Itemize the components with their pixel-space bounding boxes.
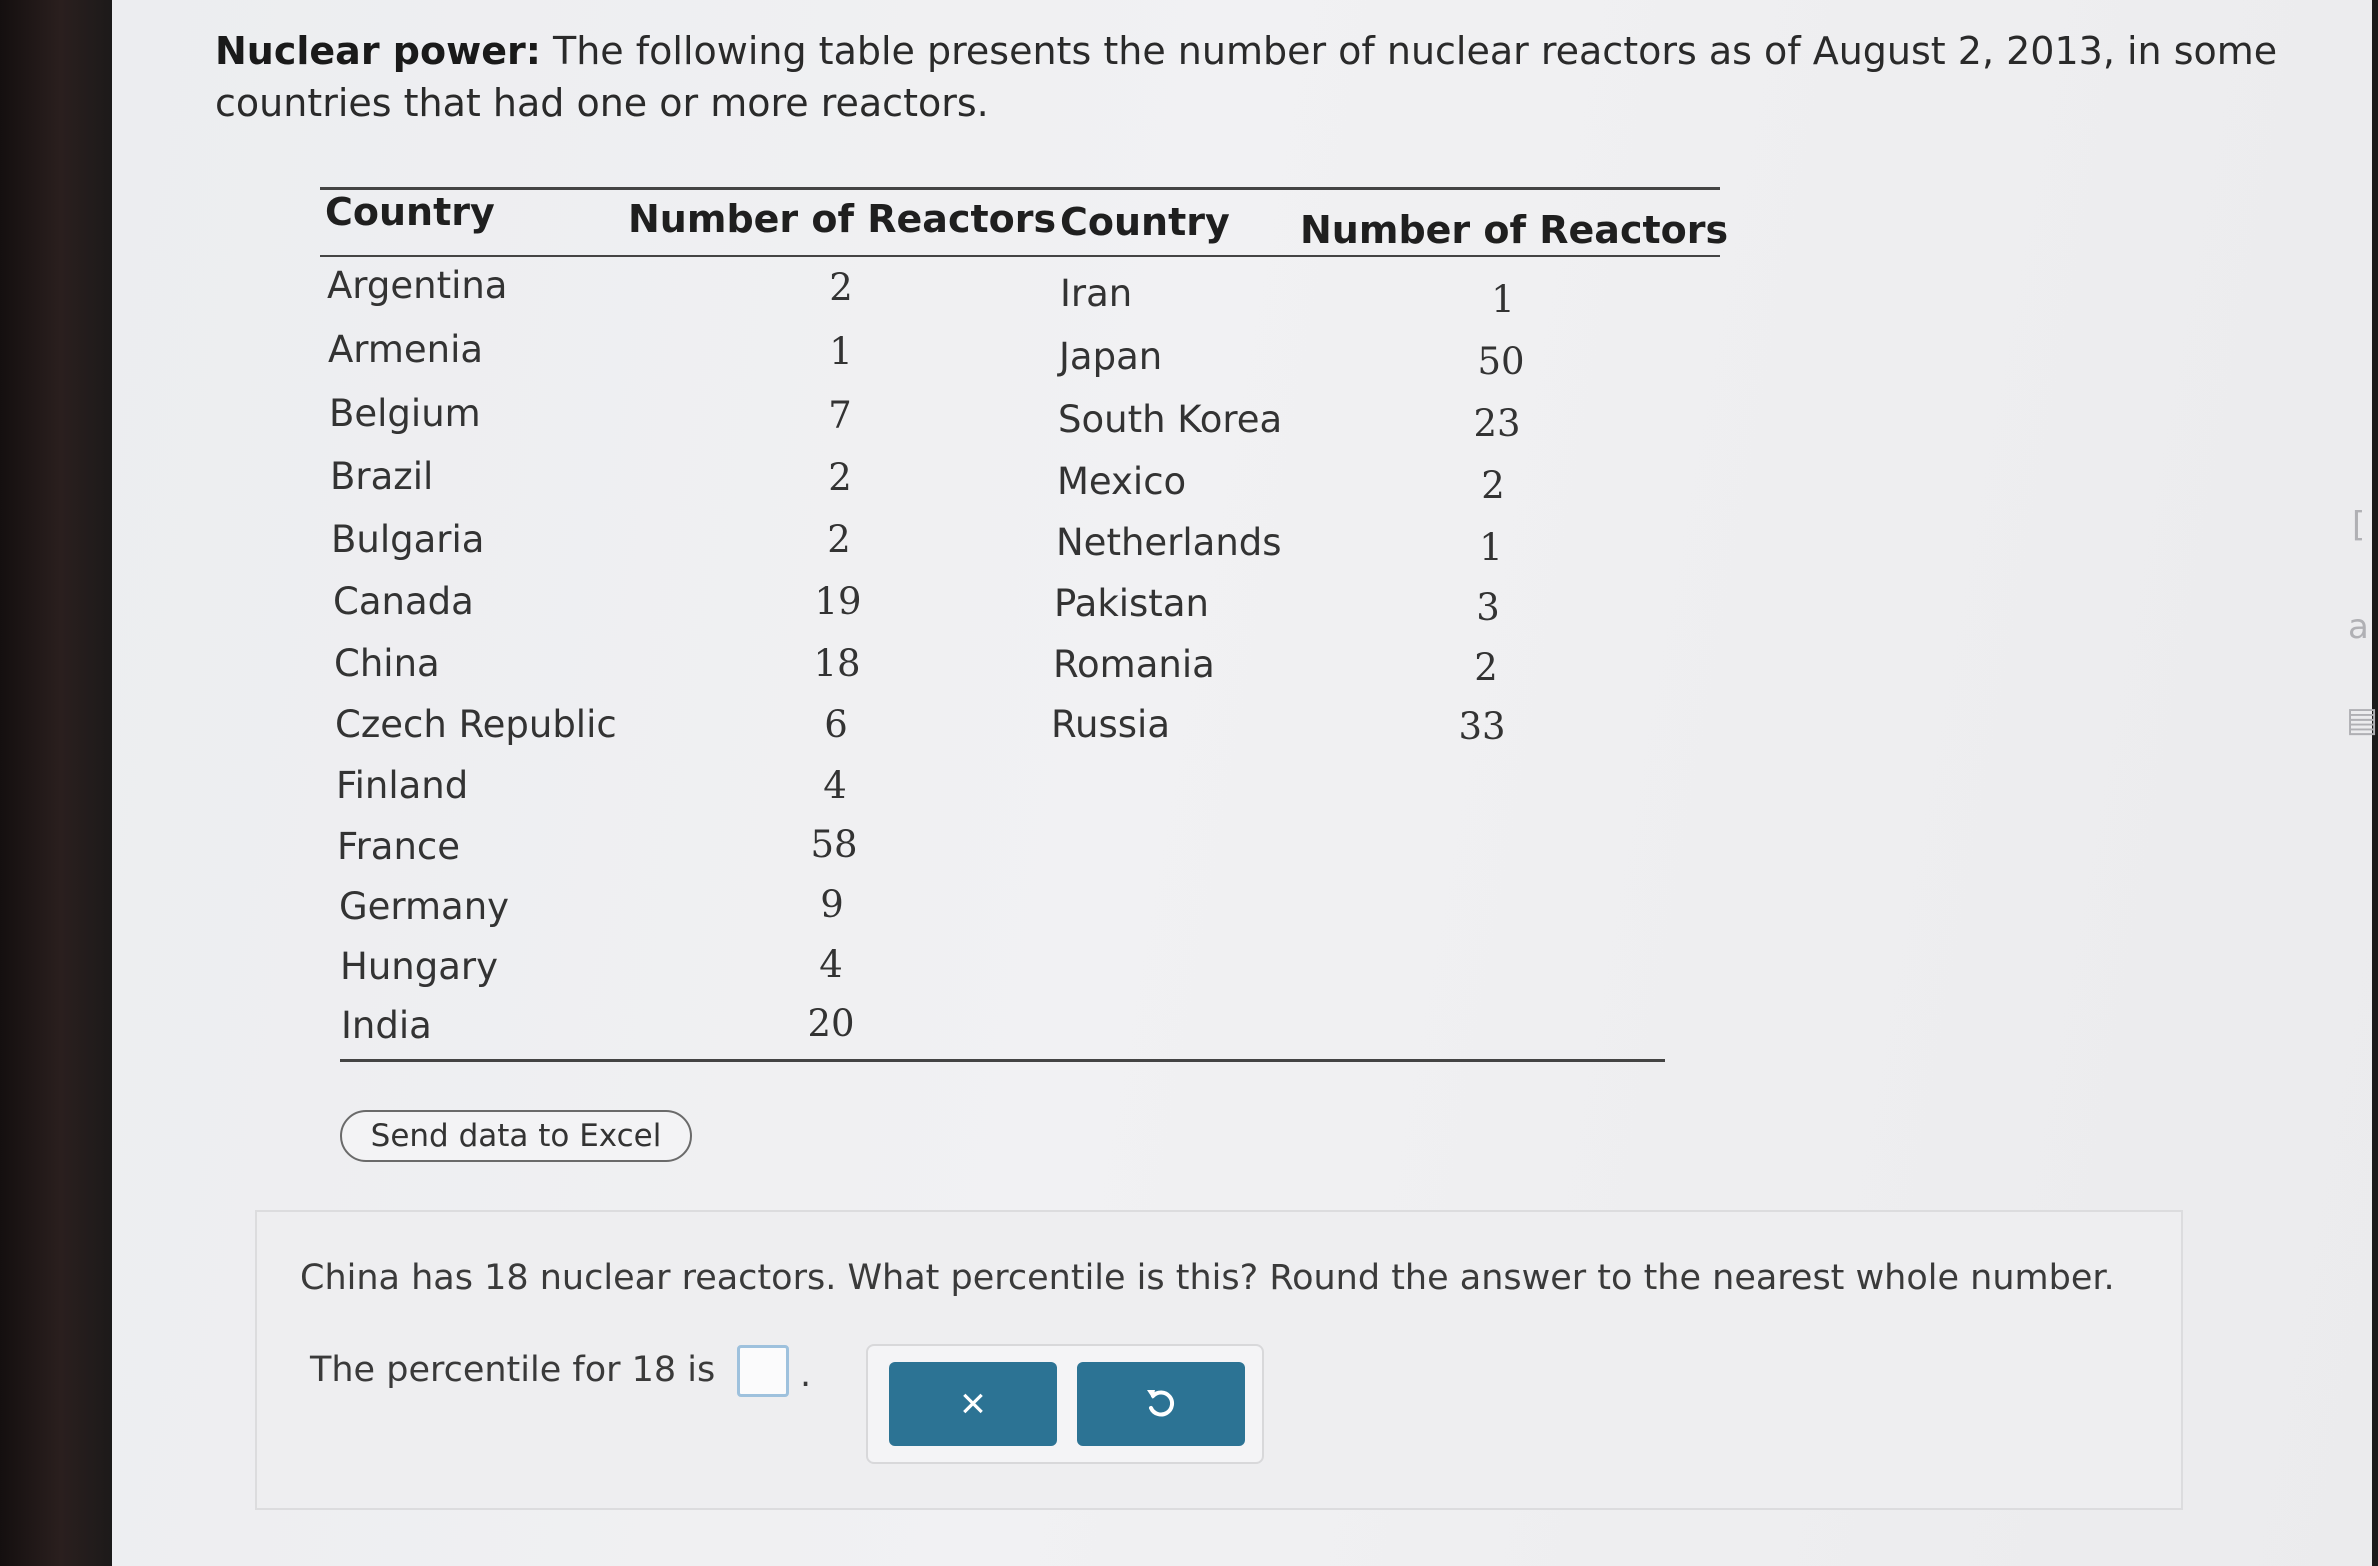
country-name: Germany — [339, 885, 510, 928]
reactor-count: 2 — [827, 518, 851, 561]
country-name: Canada — [333, 580, 474, 623]
country-name: Japan — [1059, 335, 1163, 378]
country-name: Russia — [1051, 703, 1171, 746]
reactor-count: 50 — [1477, 340, 1525, 383]
country-name: Bulgaria — [331, 518, 485, 561]
country-name: Brazil — [330, 455, 434, 498]
table-bottom-rule — [340, 1059, 1665, 1062]
header-country-right: Country — [1060, 200, 1230, 244]
reactor-count: 1 — [1491, 278, 1515, 321]
reactor-count: 1 — [829, 330, 853, 373]
country-name: Romania — [1053, 643, 1215, 686]
header-reactors-left: Number of Reactors — [628, 197, 1057, 241]
reactor-count: 23 — [1473, 402, 1521, 445]
reactor-count: 2 — [1481, 464, 1505, 507]
country-name: France — [337, 825, 461, 868]
reactor-count: 18 — [813, 642, 861, 685]
text-size-icon: a — [2348, 607, 2369, 647]
reactor-count: 6 — [824, 703, 848, 746]
reactor-count: 7 — [828, 394, 852, 437]
monitor-bezel — [0, 0, 110, 1566]
reactor-count: 20 — [807, 1002, 855, 1045]
country-name: Iran — [1060, 272, 1133, 315]
clear-button[interactable] — [889, 1362, 1057, 1446]
country-name: Pakistan — [1054, 582, 1209, 625]
answer-suffix: . — [800, 1355, 812, 1395]
intro-paragraph — [215, 25, 2295, 129]
country-name: India — [341, 1004, 432, 1047]
table-header-rule — [320, 255, 1720, 257]
answer-prefix: The percentile for 18 is — [310, 1350, 716, 1390]
reactor-count: 2 — [829, 266, 853, 309]
country-name: Hungary — [340, 945, 498, 988]
reactor-count: 3 — [1476, 586, 1500, 629]
x-icon: × — [960, 1379, 986, 1428]
country-name: South Korea — [1058, 398, 1283, 441]
reactor-count: 2 — [1474, 646, 1498, 689]
country-name: Belgium — [329, 392, 481, 435]
reactor-count: 9 — [820, 883, 844, 926]
reactor-count: 33 — [1458, 705, 1506, 748]
intro-text: The following table presents the number of nuclear reactors as of August 2, 2013, in some countries that had one or more reactors. — [215, 29, 2278, 125]
intro-label: Nuclear power: — [215, 29, 541, 73]
bracket-icon: [ — [2352, 505, 2366, 545]
country-name: Finland — [336, 764, 469, 807]
reactor-count: 19 — [814, 580, 862, 623]
header-country-left: Country — [325, 190, 495, 234]
header-reactors-right: Number of Reactors — [1300, 208, 1729, 252]
country-name: Argentina — [327, 264, 508, 307]
question-prompt: China has 18 nuclear reactors. What percentile is this? Round the answer to the nearest whole number. — [300, 1258, 2115, 1298]
reset-button[interactable] — [1077, 1362, 1245, 1446]
country-name: Czech Republic — [335, 703, 617, 746]
country-name: Mexico — [1057, 460, 1187, 503]
send-to-excel-button[interactable]: Send data to Excel — [340, 1110, 692, 1162]
percentile-answer-input[interactable] — [737, 1345, 789, 1397]
undo-icon — [1141, 1384, 1181, 1424]
country-name: Netherlands — [1056, 521, 1282, 564]
reactor-count: 58 — [810, 823, 858, 866]
country-name: Armenia — [328, 328, 484, 371]
reactor-count: 1 — [1479, 526, 1503, 569]
table-top-rule — [320, 187, 1720, 190]
calculator-icon: ▤ — [2346, 700, 2378, 740]
country-name: China — [334, 642, 440, 685]
reactor-count: 2 — [828, 456, 852, 499]
reactor-count: 4 — [823, 764, 847, 807]
reactor-count: 4 — [819, 943, 843, 986]
